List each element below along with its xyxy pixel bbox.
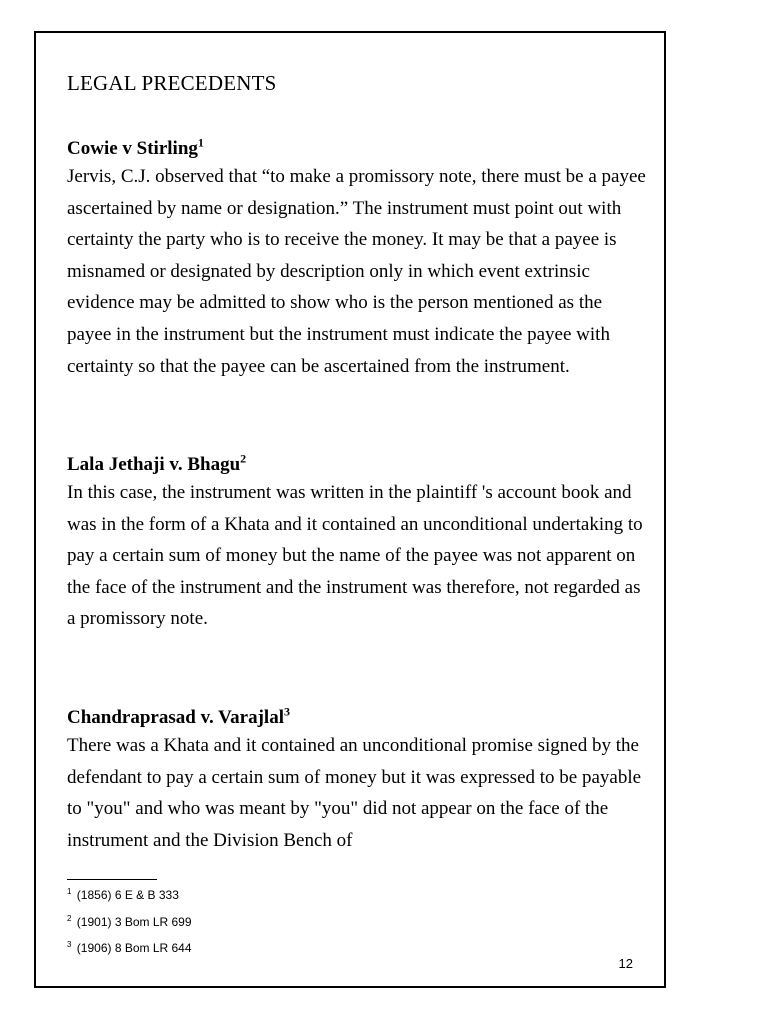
case-title — [67, 453, 647, 477]
case-section-chandraprasad-v-varajlal — [67, 706, 647, 856]
footnote-reference[interactable]: 1 — [197, 135, 204, 150]
footnote-divider — [67, 879, 157, 880]
footnotes — [67, 885, 192, 965]
footnote — [67, 938, 192, 965]
footnote-text: (1856) 6 E & B 333 — [76, 888, 179, 902]
page-number: 12 — [618, 956, 633, 971]
footnote-text: (1906) 8 Bom LR 644 — [76, 941, 192, 955]
case-title-text: Cowie v Stirling — [67, 138, 198, 159]
footnote — [67, 885, 192, 912]
footnote — [67, 912, 192, 939]
page-title: LEGAL PRECEDENTS — [67, 71, 277, 95]
footnote-mark: 2 — [67, 913, 72, 923]
case-title — [67, 137, 647, 161]
footnote-text: (1901) 3 Bom LR 699 — [76, 914, 192, 929]
footnote-reference[interactable]: 2 — [240, 451, 247, 466]
footnote-mark: 3 — [67, 940, 72, 949]
footnote-reference[interactable]: 3 — [283, 704, 290, 719]
footnote-mark: 1 — [67, 887, 72, 896]
case-body: Jervis, C.J. observed that “to make a promissory note, there must be a payee ascertained by name or designation.” The instrument must point out with certainty the party who is to receive the money. It may be that a payee is misnamed or designated by description only in which event extrinsic evidence may be admitted to show who is the person mentioned as the payee in the instrument but the instrument must indicate the payee with certainty so that the payee can be ascertained from the instrument. — [67, 166, 646, 377]
case-title-text: Lala Jethaji v. Bhagu — [67, 454, 241, 475]
case-section-lala-jethaji-v-bhagu — [67, 453, 647, 635]
case-body: In this case, the instrument was written in the plaintiff 's account book and was in the form of a Khata and it contained an unconditional undertaking to pay a certain sum of money but the name of the payee was not apparent on the face of the instrument and the instrument was therefore, not regarded as a promissory note. — [67, 482, 643, 630]
case-title — [67, 706, 647, 730]
document-page — [34, 31, 666, 988]
case-section-cowie-v-stirling — [67, 137, 647, 382]
case-title-text: Chandraprasad v. Varajlal — [67, 707, 284, 728]
case-body: There was a Khata and it contained an unconditional promise signed by the defendant to pay a certain sum of money but it was expressed to be payable to "you" and who was meant by "you" did not appear on the face of the instrument and the Division Bench of — [67, 735, 642, 851]
